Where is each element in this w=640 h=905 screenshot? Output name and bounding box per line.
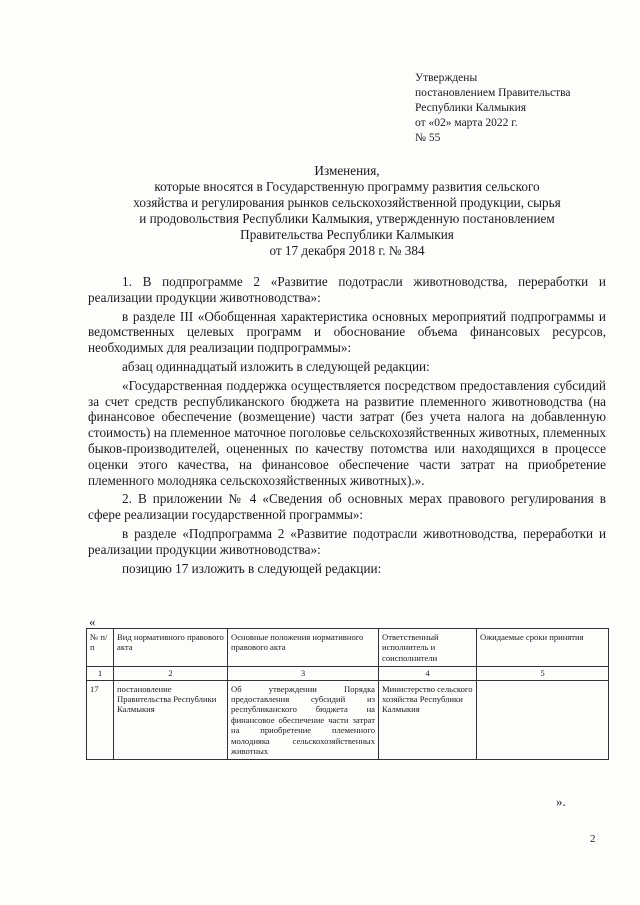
header-responsible: Ответственный исполнитель и соисполнители [379, 629, 477, 667]
approval-line: № 55 [415, 132, 441, 144]
column-number: 4 [379, 667, 477, 680]
paragraph-5: 2. В приложении № 4 «Сведения об основных мерах правового регулирования в сфере реализации государственной программы»: [88, 491, 606, 523]
document-body [88, 274, 606, 576]
title-line: хозяйства и регулирования рынков сельскохозяйственной продукции, сырья [133, 195, 561, 210]
row-number: 17 [87, 680, 114, 760]
document-title [88, 163, 606, 259]
legal-measures-table [86, 628, 609, 760]
paragraph-3: абзац одиннадцатый изложить в следующей редакции: [122, 358, 430, 374]
paragraph-1: 1. В подпрограмме 2 «Развитие подотрасли животноводства, переработки и реализации продукции животноводства»: [88, 274, 606, 305]
approval-line: Республики Калмыкия [415, 102, 527, 114]
paragraph-4: «Государственная поддержка осуществляется посредством предоставления субсидий за счет средств республиканского бюджета на развитие племенного животноводства (на финансовое обеспечение (возмещение) части затрат (без учета налога на добавленную стоимость) на племенное маточное поголовье сельскохозяйственных животных, племенных быков-производителей, оцененных по качеству потомства или находящихся в процессе оценки этого качества, на финансовое обеспечение части затрат на приобретение племенного молодняка сельскохозяйственных животных).». [88, 377, 606, 488]
closing-quote: ». [556, 794, 566, 809]
approval-line: от «02» марта 2022 г. [415, 117, 518, 129]
page-number: 2 [590, 833, 596, 845]
opening-quote: « [89, 614, 96, 629]
approval-line: Утверждены [415, 72, 478, 84]
column-number-row [87, 667, 609, 680]
title-line: и продовольствия Республики Калмыкия, утвержденную постановлением [139, 211, 555, 226]
table-row [87, 680, 609, 760]
paragraph-7: позицию 17 изложить в следующей редакции: [122, 560, 382, 576]
header-provisions: Основные положения нормативного правового акта [228, 629, 379, 667]
title-line: которые вносятся в Государственную программу развития сельского [154, 179, 540, 194]
header-deadline: Ожидаемые сроки принятия [477, 629, 609, 667]
header-number: № п/п [87, 629, 114, 667]
title-line: Правительства Республики Калмыкия [240, 227, 454, 242]
title-heading: Изменения, [314, 163, 380, 178]
approval-stamp [415, 71, 571, 146]
paragraph-2: в разделе III «Обобщенная характеристика основных мероприятий подпрограммы и ведомственных целевых программ и обоснование объема финансовых ресурсов, необходимых для реализации подпрограммы»: [88, 308, 606, 356]
column-number: 3 [228, 667, 379, 680]
table-header-row [87, 629, 609, 667]
row-deadline [477, 680, 609, 760]
column-number: 2 [114, 667, 228, 680]
row-responsible: Министерство сельского хозяйства Республики Калмыкия [379, 680, 477, 760]
column-number: 1 [87, 667, 114, 680]
paragraph-6: в разделе «Подпрограмма 2 «Развитие подотрасли животноводства, переработки и реализации продукции животноводства»: [88, 525, 606, 557]
row-act-type: постановление Правительства Республики Калмыкия [114, 680, 228, 760]
column-number: 5 [477, 667, 609, 680]
row-provisions: Об утверждении Порядка предоставления субсидий из республиканского бюджета на финансовое обеспечение части затрат на приобретение племенного молодняка сельскохозяйственных животных [228, 680, 379, 760]
title-line: от 17 декабря 2018 г. № 384 [269, 243, 425, 258]
header-act-type: Вид нормативного правового акта [114, 629, 228, 667]
approval-line: постановлением Правительства [415, 87, 571, 99]
